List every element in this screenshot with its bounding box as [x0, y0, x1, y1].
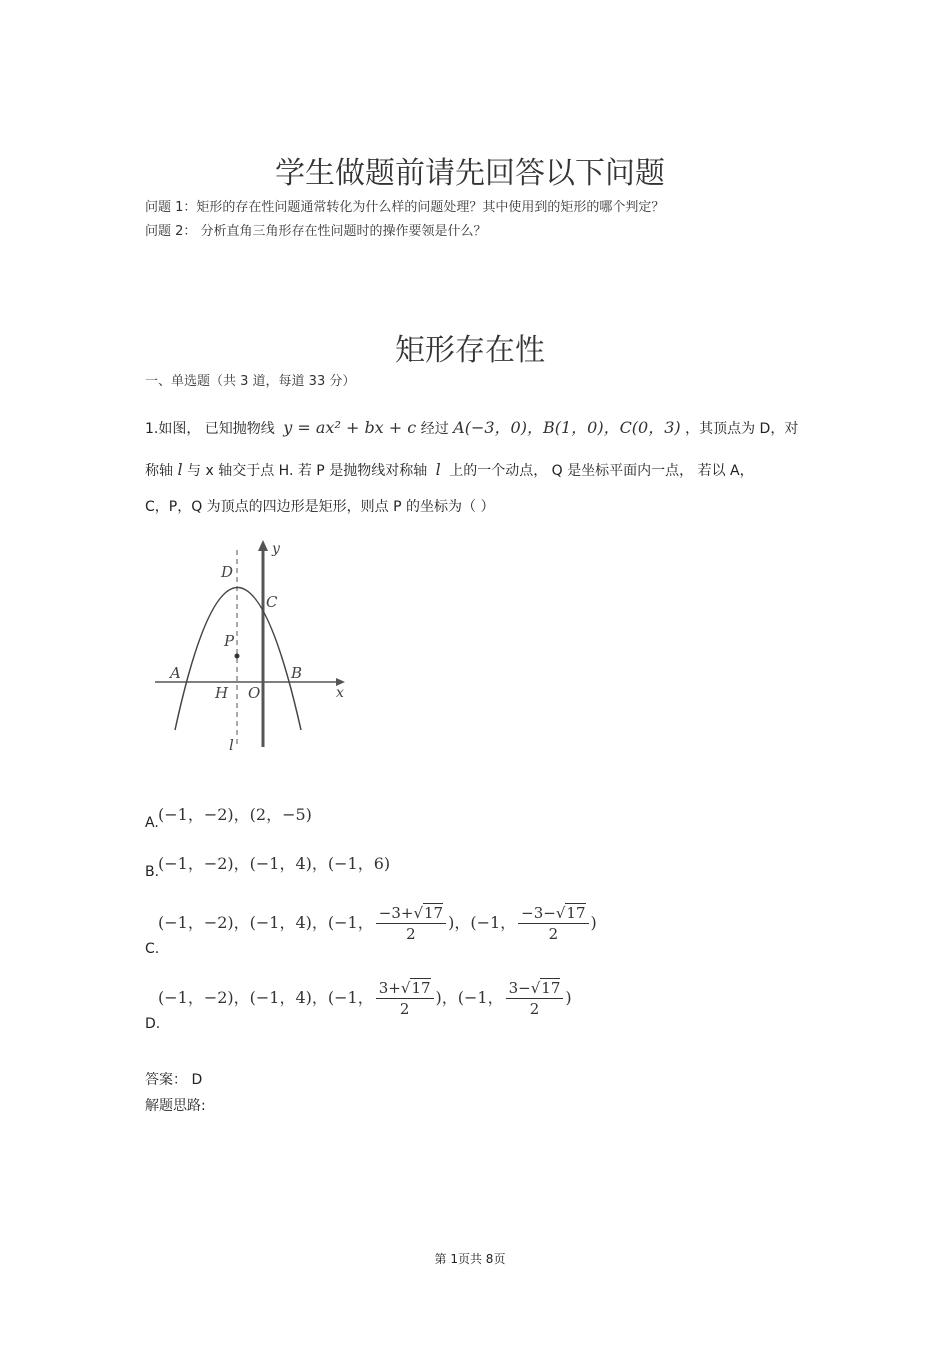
option-a-text: (−1，−2)，(2，−5) — [158, 805, 312, 824]
option-b-text: (−1，−2)，(−1，4)，(−1，6) — [158, 854, 391, 873]
answer-label: 答案： D — [145, 1072, 203, 1088]
label-o: O — [248, 684, 261, 702]
option-d-text: (−1，−2)，(−1，4)，(−1， $\frac{3+√17}{2}$ )，(−1， $\frac{3-√17}{2}$ ) — [158, 979, 572, 1018]
option-c-fraction-2: $\frac{-3-√17}{2}$ — [518, 903, 588, 944]
label-x: x — [336, 685, 344, 701]
option-d-fraction-1: $\frac{3+√17}{2}$ — [376, 978, 434, 1019]
option-c-text: (−1，−2)，(−1，4)，(−1， $\frac{-3+√17}{2}$ )，(−1， $\frac{-3-√17}{2}$ ) — [158, 904, 597, 943]
page-footer: 第 1页共 8页 — [434, 1252, 506, 1266]
section-title: 矩形存在性 — [395, 333, 545, 368]
problem-line-2: 称轴 l 与 x 轴交于点 H. 若 P 是抛物线对称轴 l 上的一个动点， Q 是坐标平面内一点， 若以 A， — [145, 460, 754, 479]
option-b-label: B. — [145, 864, 160, 880]
label-d: D — [221, 563, 234, 581]
parabola-figure — [145, 535, 360, 760]
option-c-label: C. — [145, 941, 160, 957]
question-1: 问题 1：矩形的存在性问题通常转化为什么样的问题处理？其中使用到的矩形的哪个判定？ — [145, 200, 665, 215]
label-a: A — [170, 664, 181, 682]
parabola-curve — [175, 588, 301, 731]
problem-line-1 — [145, 415, 798, 438]
point-p — [235, 654, 240, 659]
l-symbol: l — [177, 460, 183, 479]
section-subtitle: 一、单选题（共 3 道，每道 33 分） — [145, 374, 356, 389]
question-2: 问题 2： 分析直角三角形存在性问题时的操作要领是什么？ — [145, 224, 487, 239]
parabola-equation: y = ax² + bx + c — [283, 418, 417, 437]
y-axis-arrow — [258, 540, 268, 551]
option-d-fraction-2: $\frac{3-√17}{2}$ — [506, 978, 564, 1019]
l-symbol-2: l — [435, 460, 441, 479]
label-c: C — [266, 593, 278, 611]
problem-line-3: C，P，Q 为顶点的四边形是矩形，则点 P 的坐标为（ ） — [145, 499, 495, 515]
label-h: H — [215, 684, 229, 702]
option-d-label: D. — [145, 1016, 161, 1032]
label-y: y — [272, 541, 280, 557]
given-points: A(−3，0)，B(1，0)，C(0，3) — [453, 418, 681, 437]
label-l: l — [229, 736, 234, 754]
label-b: B — [291, 664, 303, 682]
passes-text: 经过 — [420, 421, 449, 437]
page-title: 学生做题前请先回答以下问题 — [275, 156, 665, 191]
option-c-fraction-1: $\frac{-3+√17}{2}$ — [376, 903, 446, 944]
option-a-label: A. — [145, 815, 159, 831]
problem-line1-suffix: ，其顶点为 D，对 — [685, 421, 799, 437]
label-p: P — [224, 632, 235, 650]
problem-prefix: 1.如图， 已知抛物线 — [145, 421, 275, 437]
solution-label: 解题思路: — [145, 1098, 206, 1114]
